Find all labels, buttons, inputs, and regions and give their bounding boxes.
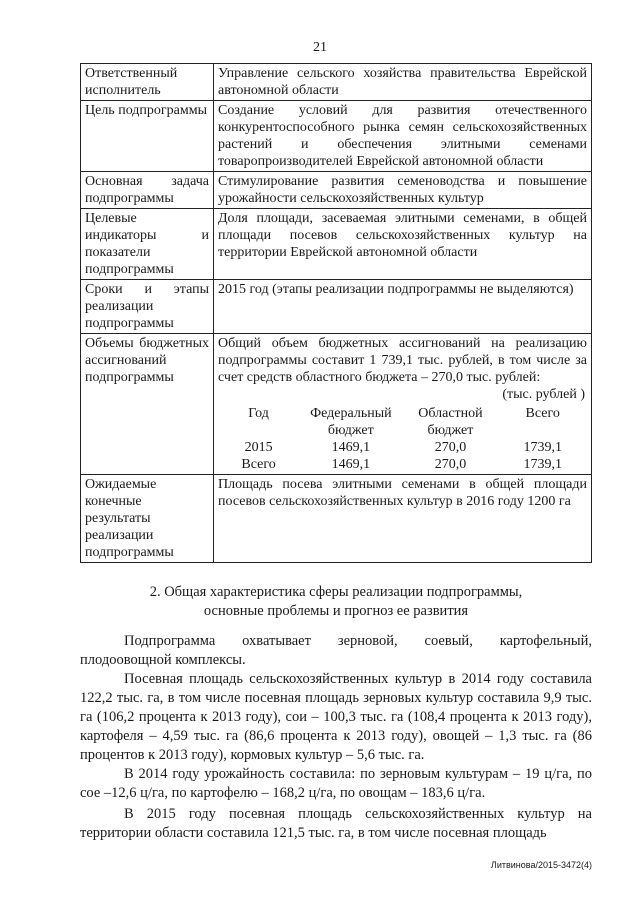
- row-value: Доля площади, засеваемая элитными семенами, в общей площади посевов сельскохозяйственных культур на территории Еврейской автономной области: [214, 209, 592, 280]
- paragraph: Посевная площадь сельскохозяйственных культур в 2014 году составила 122,2 тыс. га, в том числе посевная площадь зерновых культур составила 9,9 тыс. га (106,2 процента к 2013 году), сои – 100,3 тыс. га (108,4 процента к 2013 году), картофеля – 4,59 тыс. га (86,6 процента к 2013 году), овощей – 1,3 тыс. га (86 процентов к 2013 году), кормовых культур – 5,6 тыс. га.: [80, 671, 592, 763]
- table-row: [81, 280, 592, 334]
- row-label: Целевые индикаторы и показатели подпрограммы: [81, 209, 214, 280]
- budget-header: Областной бюджет: [418, 406, 483, 438]
- table-row: [81, 475, 592, 563]
- budget-cell-value: 270,0: [434, 457, 467, 472]
- row-label: Сроки и этапы реализации подпрограммы: [81, 280, 214, 334]
- budget-cell-value: 270,0: [434, 440, 467, 455]
- budget-header: Федеральный бюджет: [310, 406, 392, 438]
- row-value: Площадь посева элитными семенами в общей площади посевов сельскохозяйственных культур в 2016 году 1200 га: [214, 475, 592, 563]
- footer-code: Литвинова/2015-3472(4): [490, 860, 592, 870]
- budget-table: [218, 405, 587, 473]
- section-title-line: 2. Общая характеристика сферы реализации подпрограммы,: [149, 584, 523, 600]
- row-label: Ожидаемые конечные результаты реализации подпрограммы: [81, 475, 214, 563]
- budget-text: Общий объем бюджетных ассигнований на реализацию подпрограммы составит 1 739,1 тыс. рублей, в том числе за счет средств областного бюджета – 270,0 тыс. рублей:: [218, 336, 587, 385]
- budget-cell-value: 1469,1: [331, 457, 371, 472]
- paragraph: В 2014 году урожайность составила: по зерновым культурам – 19 ц/га, по сое –12,6 ц/га, по картофелю – 168,2 ц/га, по овощам – 183,6 ц/га.: [80, 766, 592, 801]
- row-label: Основная задача подпрограммы: [81, 172, 214, 209]
- table-row: [81, 64, 592, 101]
- row-label: Объемы бюджетных ассигнований подпрограммы: [81, 334, 214, 475]
- budget-cell-value: Всего: [241, 457, 276, 472]
- table-row: [81, 101, 592, 172]
- table-row: [81, 209, 592, 280]
- budget-row: [218, 456, 587, 473]
- budget-cell: [214, 334, 592, 475]
- row-label: Цель подпрограммы: [81, 101, 214, 172]
- body-text: [80, 632, 592, 843]
- budget-row: [218, 439, 587, 456]
- budget-cell-value: 1469,1: [331, 440, 371, 455]
- budget-cell-value: 1739,1: [523, 457, 562, 472]
- budget-header-row: [218, 405, 587, 439]
- table-row: [81, 172, 592, 209]
- budget-unit: (тыс. рублей ): [502, 387, 585, 402]
- paragraph: Подпрограмма охватывает зерновой, соевый, картофельный, плодоовощной комплексы.: [80, 633, 592, 668]
- page-number: 21: [313, 40, 327, 55]
- passport-table: [80, 63, 592, 563]
- row-value: 2015 год (этапы реализации подпрограммы не выделяются): [214, 280, 592, 334]
- budget-cell-value: 2015: [244, 440, 273, 455]
- budget-header: Год: [248, 406, 269, 421]
- row-value: Управление сельского хозяйства правительства Еврейской автономной области: [214, 64, 592, 101]
- budget-header: Всего: [525, 406, 560, 421]
- row-label: Ответственный исполнитель: [81, 64, 214, 101]
- section-title-line: основные проблемы и прогноз ее развития: [203, 603, 469, 619]
- section-title: [80, 583, 592, 621]
- table-row: [81, 334, 592, 475]
- budget-cell-value: 1739,1: [523, 440, 562, 455]
- paragraph: В 2015 году посевная площадь сельскохозяйственных культур на территории области составила 121,5 тыс. га, в том числе посевная площадь: [80, 806, 592, 841]
- row-value: Создание условий для развития отечественного конкурентоспособного рынка семян сельскохозяйственных растений и обеспечения элитными семенами товаропроизводителей Еврейской автономной области: [214, 101, 592, 172]
- row-value: Стимулирование развития семеноводства и повышение урожайности сельскохозяйственных культур: [214, 172, 592, 209]
